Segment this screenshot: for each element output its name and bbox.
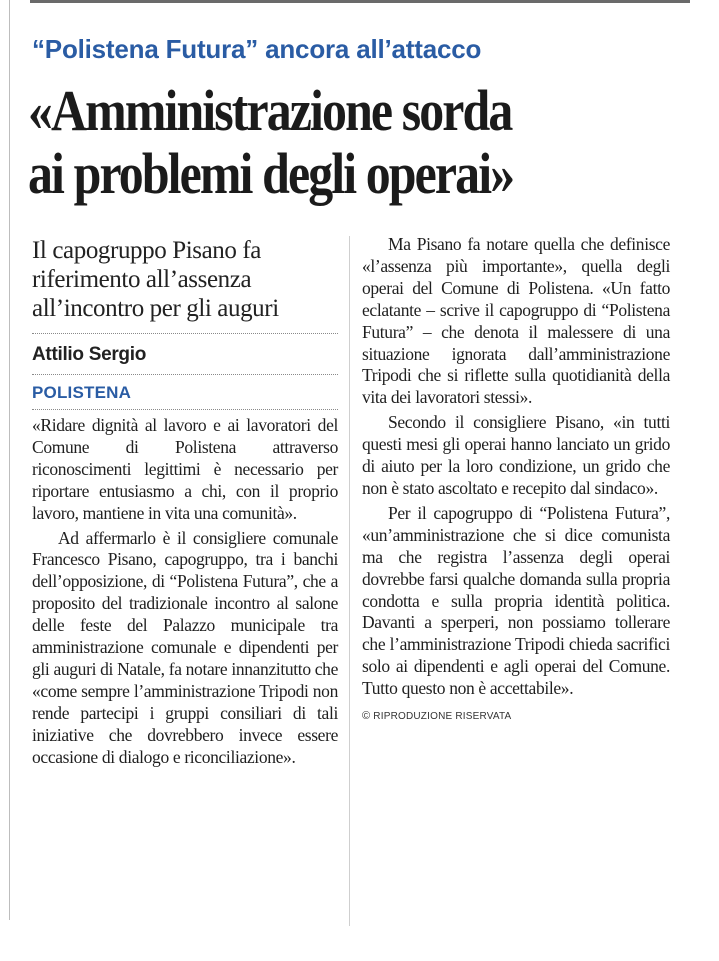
byline: Attilio Sergio bbox=[32, 344, 147, 365]
paragraph-3: Ma Pisano fa notare quella che definisce «l’assenza più importante», quella degli operai del Comune di Polistena. «Un fatto eclatante – scrive il capogruppo di “Polistena Futura” – che denota il malessere di una situazione ignorata dall’amministrazione Tripodi che si riflette sulla quotidianità della vita dei lavoratori stessi». bbox=[362, 234, 670, 408]
headline bbox=[28, 79, 604, 205]
subhead: Il capogruppo Pisano fa riferimento all’assenza all’incontro per gli auguri bbox=[32, 237, 279, 322]
right-column bbox=[362, 236, 670, 722]
dotted-divider bbox=[32, 333, 338, 334]
headline-line-1: «Amministrazione sorda bbox=[28, 78, 512, 143]
paragraph-1: «Ridare dignità al lavoro e ai lavoratori del Comune di Polistena attraverso riconoscimenti legittimi è necessario per riportare entusiasmo a chi, con il proprio lavoro, mantiene in vita una comunità». bbox=[32, 415, 338, 523]
kicker: “Polistena Futura” ancora all’attacco bbox=[32, 34, 482, 64]
page-edge-rule bbox=[9, 0, 10, 920]
dotted-divider bbox=[32, 374, 338, 375]
top-rule bbox=[30, 0, 690, 3]
paragraph-4: Secondo il consigliere Pisano, «in tutti questi mesi gli operai hanno lanciato un grido di aiuto per la loro condizione, un grido che non è stato ascoltato e recepito dal sindaco». bbox=[362, 412, 670, 498]
copyright-notice bbox=[362, 710, 670, 722]
paragraph-2: Ad affermarlo è il consigliere comunale Francesco Pisano, capogruppo, tra i banchi dell’opposizione, di “Polistena Futura”, che a proposito del tradizionale incontro al salone delle feste del Palazzo municipale tra amministrazione comunale e dipendenti per gli auguri di Natale, fa notare innanzitutto che «come sempre l’amministrazione Tripodi non rende partecipi i gruppi consiliari di tali iniziative che dovrebbero invece essere occasione di dialogo e riconciliazione». bbox=[32, 527, 338, 767]
paragraph-5: Per il capogruppo di “Polistena Futura”, «un’amministrazione che si dice comunista ma che registra l’assenza degli operai dovrebbe farsi qualche domanda sulla propria condotta e sulla propria identità politica. Davanti a sperperi, non possiamo tollerare che l’amministrazione Tripodi chieda sacrifici solo ai dipendenti e agli operai del Comune. Tutto questo non è accettabile». bbox=[362, 502, 670, 699]
left-column bbox=[32, 236, 338, 769]
copyright-text: RIPRODUZIONE RISERVATA bbox=[373, 711, 512, 723]
copyright-icon: © bbox=[362, 710, 371, 723]
column-divider bbox=[349, 236, 350, 926]
headline-line-2: ai problemi degli operai» bbox=[28, 141, 514, 206]
dotted-divider bbox=[32, 409, 338, 410]
location-label: POLISTENA bbox=[32, 383, 132, 402]
